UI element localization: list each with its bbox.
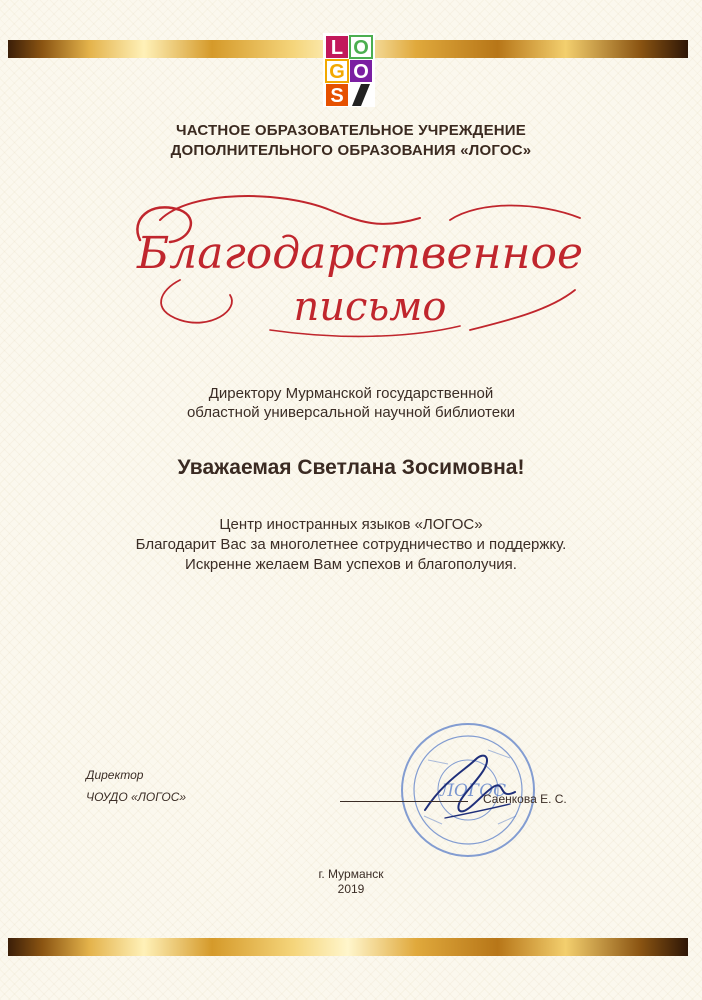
signer-role: Директор bbox=[86, 768, 144, 782]
svg-text:O: O bbox=[353, 61, 369, 83]
body-line-3: Искренне желаем Вам успехов и благополучия. bbox=[185, 556, 517, 573]
signature-line bbox=[340, 801, 468, 802]
greeting: Уважаемая Светлана Зосимовна! bbox=[177, 456, 525, 479]
organization-line-1: ЧАСТНОЕ ОБРАЗОВАТЕЛЬНОЕ УЧРЕЖДЕНИЕ bbox=[176, 122, 526, 139]
addressee-line-2: областной универсальной научной библиотеки bbox=[186, 404, 516, 421]
svg-text:L: L bbox=[330, 37, 344, 59]
svg-text:O: O bbox=[353, 37, 369, 59]
svg-text:G: G bbox=[329, 61, 345, 83]
svg-text:S: S bbox=[330, 85, 344, 107]
body-line-2: Благодарит Вас за многолетнее сотрудничество и поддержку. bbox=[135, 536, 567, 553]
city: г. Мурманск bbox=[318, 867, 384, 881]
organization-line-2: ДОПОЛНИТЕЛЬНОГО ОБРАЗОВАНИЯ «ЛОГОС» bbox=[170, 142, 532, 159]
addressee-line-1: Директору Мурманской государственной bbox=[208, 385, 494, 402]
body-line-1: Центр иностранных языков «ЛОГОС» bbox=[219, 516, 483, 533]
signer-name: Саенкова Е. С. bbox=[483, 792, 567, 806]
logos-logo bbox=[323, 33, 375, 107]
signer-organization: ЧОУДО «ЛОГОС» bbox=[86, 790, 187, 804]
title-line-2: письмо bbox=[293, 284, 447, 330]
handwritten-signature bbox=[415, 740, 525, 830]
bottom-gold-stripe bbox=[8, 938, 688, 956]
stamp-center-text: ЛОГОС bbox=[439, 781, 507, 801]
title-line-1: Благодарственное bbox=[136, 228, 584, 279]
title-calligraphy bbox=[120, 180, 590, 350]
year: 2019 bbox=[337, 882, 365, 896]
